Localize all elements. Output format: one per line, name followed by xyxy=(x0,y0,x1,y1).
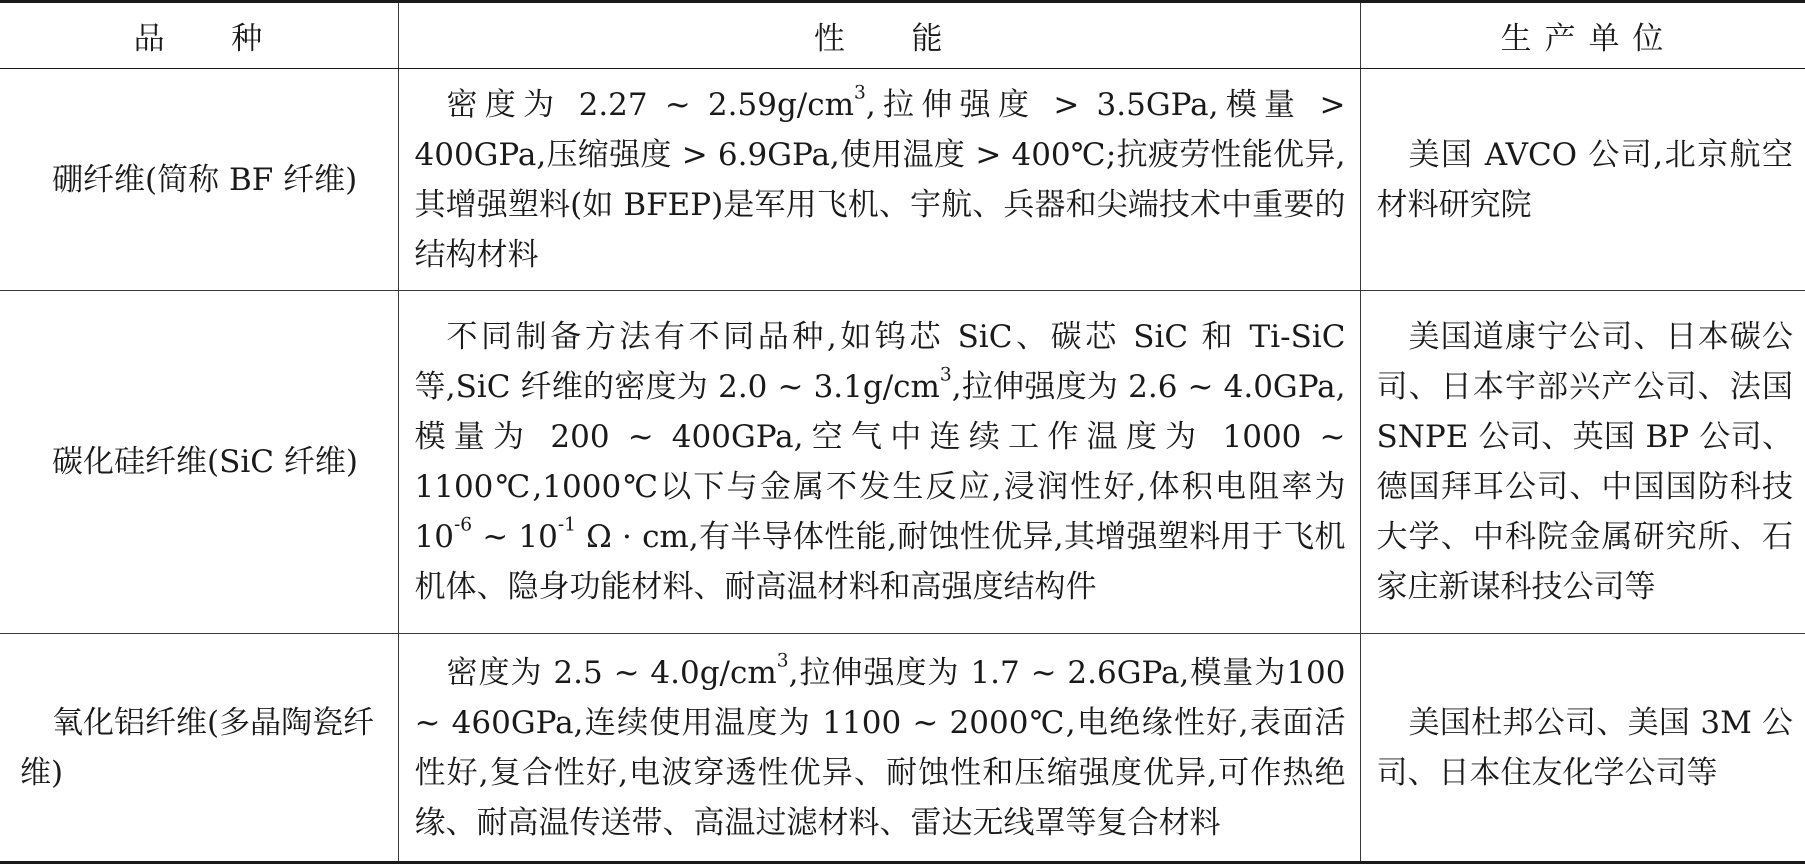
performance-text xyxy=(415,80,1346,280)
performance-cell xyxy=(398,634,1360,863)
superscript: 3 xyxy=(939,364,952,386)
header-variety: 品 种 xyxy=(0,2,398,69)
superscript: -6 xyxy=(453,514,473,536)
table-row xyxy=(0,634,1805,863)
performance-text xyxy=(415,648,1346,848)
header-performance: 性 能 xyxy=(398,2,1360,69)
performance-text-part: ,拉伸强度 > 3.5GPa,模量 > 400GPa,压缩强度 > 6.9GPa,使用温度 > 400℃;抗疲劳性能优异,其增强塑料(如 BFEP)是军用飞机、宇航、兵器和尖端技术中重要的结构材料 xyxy=(414,86,1346,273)
variety-cell xyxy=(0,634,398,863)
superscript: 3 xyxy=(854,81,866,103)
producer-cell xyxy=(1360,69,1805,291)
performance-text-part: ~ 10 xyxy=(472,519,558,555)
variety-name: 硼纤维(简称 BF 纤维) xyxy=(52,161,358,198)
variety-cell xyxy=(0,291,398,634)
performance-text-part: ,拉伸强度为 2.6 ~ 4.0GPa,模量为 200 ~ 400GPa,空气中连续工作温度为 1000 ~ 1100℃,1000℃以下与金属不发生反应,浸润性好,体积电阻率为 10 xyxy=(414,369,1346,555)
performance-text-part: ,拉伸强度为 1.7 ~ 2.6GPa,模量为100 ~ 460GPa,连续使用温度为 1100 ~ 2000℃,电绝缘性好,表面活性好,复合性好,电波穿透性优异、耐蚀性和压缩强度优异,可作热绝缘、耐高温传送带、高温过滤材料、雷达无线罩等复合材料 xyxy=(414,654,1346,841)
producer-text: 美国道康宁公司、日本碳公司、日本宇部兴产公司、法国 SNPE 公司、英国 BP 公司、德国拜耳公司、中国国防科技大学、中科院金属研究所、石家庄新谋科技公司等 xyxy=(1376,319,1793,605)
performance-text-part: 密度为 2.5 ~ 4.0g/cm xyxy=(446,654,777,691)
table-header-row xyxy=(0,2,1805,69)
performance-cell xyxy=(398,291,1360,634)
producer-cell xyxy=(1360,634,1805,863)
performance-cell xyxy=(398,69,1360,291)
performance-text-part: 密度为 2.27 ~ 2.59g/cm xyxy=(446,86,854,123)
producer-text: 美国杜邦公司、美国 3M 公司、日本住友化学公司等 xyxy=(1376,704,1793,791)
table-row xyxy=(0,69,1805,291)
variety-name: 氧化铝纤维(多晶陶瓷纤维) xyxy=(20,704,375,791)
header-producer: 生 产 单 位 xyxy=(1360,2,1805,69)
superscript: 3 xyxy=(776,649,789,671)
performance-text xyxy=(415,312,1346,612)
producer-text: 美国 AVCO 公司,北京航空材料研究院 xyxy=(1376,136,1793,223)
performance-text-part: Ω · cm,有半导体性能,耐蚀性优异,其增强塑料用于飞机机体、隐身功能材料、耐高温材料和高强度结构件 xyxy=(414,519,1346,605)
variety-name: 碳化硅纤维(SiC 纤维) xyxy=(52,444,358,480)
superscript: -1 xyxy=(557,514,576,536)
variety-cell xyxy=(0,69,398,291)
table-row xyxy=(0,291,1805,634)
producer-cell xyxy=(1360,291,1805,634)
performance-text-part: 不同制备方法有不同品种,如钨芯 SiC、碳芯 SiC 和 Ti-SiC 等,SiC 纤维的密度为 2.0 ~ 3.1g/cm xyxy=(414,319,1346,405)
